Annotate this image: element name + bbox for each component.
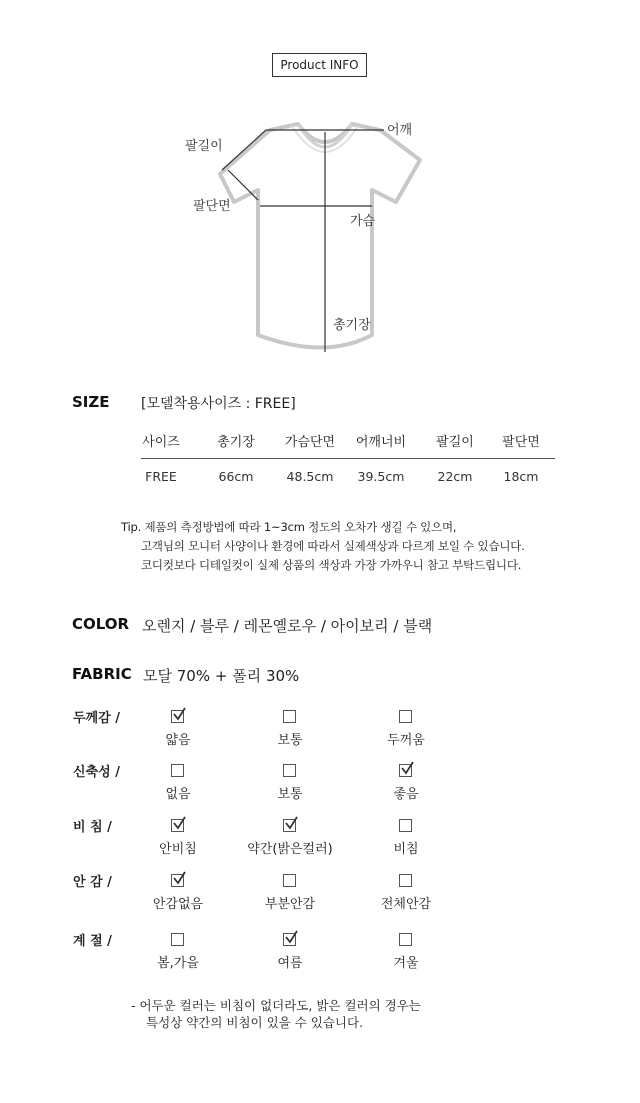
size-heading: SIZE — [72, 393, 110, 411]
property-option-label: 전체안감 — [380, 897, 432, 912]
color-value: 오렌지 / 블루 / 레몬옐로우 / 아이보리 / 블랙 — [142, 617, 433, 635]
fabric-value: 모달 70% + 폴리 30% — [143, 667, 300, 685]
property-option-label: 보통 — [277, 787, 303, 802]
cell-total-length: 66cm — [218, 469, 254, 484]
col-total-length: 총기장 — [217, 435, 255, 450]
property-option-label: 좋음 — [393, 787, 419, 802]
checked-checkbox-icon — [283, 933, 296, 946]
size-tip-1: Tip. 제품의 측정방법에 따라 1~3cm 정도의 오차가 생길 수 있으며, — [121, 520, 457, 534]
property-option-label: 안감없음 — [152, 897, 204, 912]
label-shoulder: 어깨 — [387, 123, 413, 138]
cell-shoulder: 39.5cm — [357, 469, 405, 484]
property-option-label: 여름 — [277, 956, 303, 971]
model-size-note: [모델착용사이즈 : FREE] — [141, 396, 296, 412]
checked-checkbox-icon — [399, 764, 412, 777]
size-tip-3: 코디컷보다 디테일컷이 실제 상품의 색상과 가장 가까우니 참고 부탁드립니다. — [141, 558, 522, 572]
note-line-1: - 어두운 컬러는 비침이 없더라도, 밝은 컬러의 경우는 — [131, 998, 421, 1013]
col-sleeve-width: 팔단면 — [502, 435, 540, 450]
tshirt-outline — [220, 124, 420, 348]
property-option-label: 얇음 — [165, 733, 191, 748]
cell-sleeve-width: 18cm — [503, 469, 539, 484]
property-option-label: 없음 — [165, 787, 191, 802]
label-sleeve-width: 팔단면 — [193, 199, 231, 214]
fabric-heading: FABRIC — [72, 665, 132, 683]
color-heading: COLOR — [72, 615, 130, 633]
label-total-length: 총기장 — [333, 318, 371, 333]
unchecked-checkbox-icon — [399, 874, 412, 887]
property-option-label: 부분안감 — [264, 897, 316, 912]
checked-checkbox-icon — [171, 874, 184, 887]
size-tip-2: 고객님의 모니터 사양이나 환경에 따라서 실제색상과 다르게 보일 수 있습니다. — [141, 539, 525, 553]
property-label: 신축성 / — [73, 765, 120, 780]
property-label: 안 감 / — [73, 875, 112, 890]
size-table-divider — [141, 458, 555, 459]
unchecked-checkbox-icon — [399, 819, 412, 832]
label-chest: 가슴 — [350, 214, 376, 229]
property-option-label: 보통 — [277, 733, 303, 748]
unchecked-checkbox-icon — [283, 710, 296, 723]
cell-chest: 48.5cm — [286, 469, 334, 484]
property-label: 비 침 / — [73, 820, 112, 835]
note-line-2: 특성상 약간의 비침이 있을 수 있습니다. — [146, 1015, 364, 1030]
col-chest: 가슴단면 — [284, 435, 336, 450]
unchecked-checkbox-icon — [283, 874, 296, 887]
property-option-label: 비침 — [393, 842, 419, 857]
property-option-label: 두꺼움 — [387, 733, 425, 748]
unchecked-checkbox-icon — [399, 933, 412, 946]
product-info-badge: Product INFO — [272, 53, 367, 77]
col-size: 사이즈 — [142, 435, 180, 450]
checked-checkbox-icon — [171, 710, 184, 723]
col-shoulder: 어깨너비 — [355, 435, 407, 450]
property-option-label: 약간(밝은컬러) — [247, 842, 333, 857]
tshirt-diagram — [210, 110, 430, 360]
checked-checkbox-icon — [283, 819, 296, 832]
property-label: 두께감 / — [73, 711, 120, 726]
cell-sleeve-length: 22cm — [437, 469, 473, 484]
unchecked-checkbox-icon — [171, 933, 184, 946]
unchecked-checkbox-icon — [283, 764, 296, 777]
property-label: 계 절 / — [73, 934, 112, 949]
property-option-label: 봄,가을 — [157, 956, 199, 971]
property-option-label: 겨울 — [393, 956, 419, 971]
unchecked-checkbox-icon — [399, 710, 412, 723]
label-sleeve-length: 팔길이 — [185, 139, 223, 154]
checked-checkbox-icon — [171, 819, 184, 832]
col-sleeve-length: 팔길이 — [436, 435, 474, 450]
unchecked-checkbox-icon — [171, 764, 184, 777]
cell-size: FREE — [145, 469, 177, 484]
property-option-label: 안비침 — [159, 842, 197, 857]
